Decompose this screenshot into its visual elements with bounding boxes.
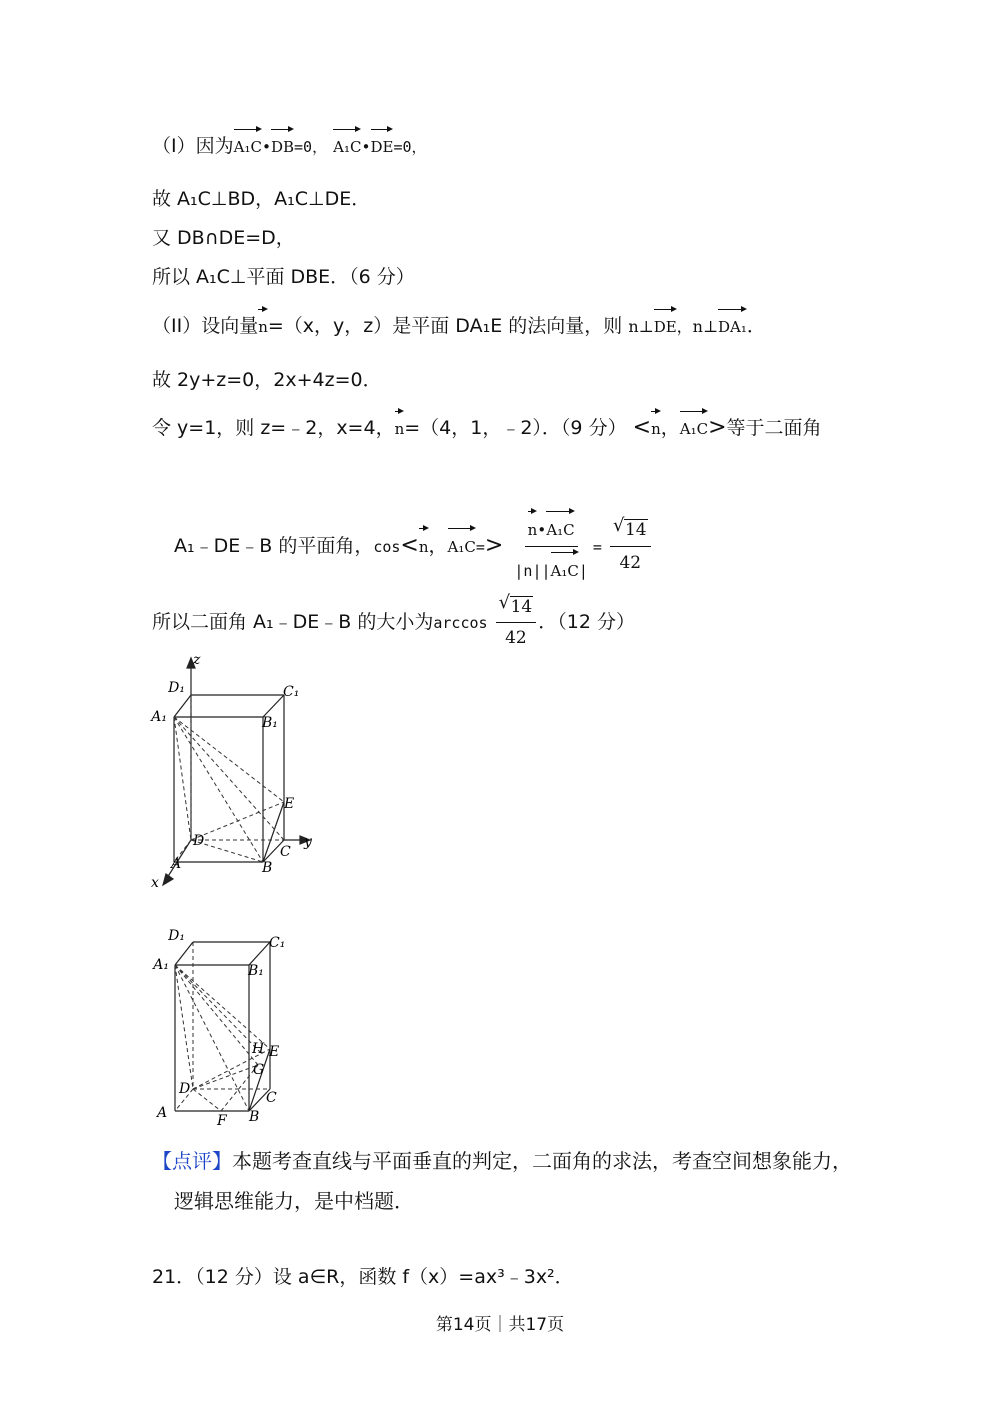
vector-de-2: DE [654,306,677,340]
svg-text:C: C [280,844,291,860]
svg-text:B: B [262,860,273,876]
line-answer: 所以二面角 A₁﹣DE﹣B 的大小为arccos √ 14 42 ．（12 分） [152,594,635,651]
line-perp: 故 A₁C⊥BD，A₁C⊥DE． [152,188,371,210]
svg-text:A₁: A₁ [151,709,167,725]
line-cos: A₁﹣DE﹣B 的平面角，cos<n，A₁C=> $\frac{\text{n•A₁C}}{\text{|n||A₁C|}}$ = √ 14 42 [174,508,653,585]
cos-value: √ 14 42 [610,516,651,577]
line-normal-vector: 令 y=1，则 z=﹣2，x=4，n=（4，1，﹣2）．（9 分） <n，A₁C>等于二面角 [152,408,822,442]
comment-line1: 【点评】本题考查直线与平面垂直的判定，二面角的求法，考查空间想象能力， [152,1149,852,1173]
svg-text:D₁: D₁ [168,928,185,944]
vector-n-2: n [395,408,405,442]
svg-text:D: D [179,1081,191,1097]
page-footer: 第14页｜共17页 [435,1315,565,1335]
part1-line: （I）因为A₁C•DB=0， A₁C•DE=0， [152,126,427,160]
vector-da1: DA₁ [718,306,747,340]
vector-de: DE [371,126,394,160]
svg-text:E: E [284,796,295,812]
figure-box-with-points [145,925,345,1134]
svg-text:A₁: A₁ [153,957,169,973]
svg-text:D₁: D₁ [168,680,185,696]
svg-text:C₁: C₁ [269,935,286,951]
svg-text:F: F [217,1113,227,1129]
svg-text:H: H [252,1041,265,1057]
figure-coordinate-box [145,650,345,899]
question-21: 21．（12 分）设 a∈R，函数 f（x）=ax³﹣3x²． [152,1266,574,1288]
line-intersect: 又 DB∩DE=D， [152,227,295,249]
part1-label: （I）因为 [152,135,234,157]
svg-text:B₁: B₁ [262,715,278,731]
line-conclusion1: 所以 A₁C⊥平面 DBE．（6 分） [152,266,415,288]
svg-text:B: B [249,1109,260,1125]
svg-text:E: E [269,1044,280,1060]
line-equations: 故 2y+z=0，2x+4z=0． [152,369,382,391]
vector-a1c: A₁C [234,126,262,160]
svg-text:G: G [253,1062,265,1078]
svg-text:A: A [171,856,182,872]
svg-text:y: y [304,834,312,850]
part2-line: （II）设向量n=（x，y，z）是平面 DA₁E 的法向量，则 n⊥DE，n⊥DA₁． [152,306,766,340]
comment-line2: 逻辑思维能力，是中档题． [174,1189,414,1213]
svg-text:D: D [193,833,205,849]
svg-text:x: x [151,875,159,891]
comment-tag: 【点评】 [152,1149,232,1173]
svg-text:B₁: B₁ [248,963,264,979]
arccos-value: √ 14 42 [496,594,537,651]
vector-db: DB [271,126,294,160]
vector-a1c-2: A₁C [333,126,361,160]
cos-fraction: $\frac{\text{n•A₁C}}{\text{|n||A₁C|}}$ [511,508,590,585]
svg-text:z: z [193,652,201,668]
vector-n: n [258,306,268,340]
svg-text:C₁: C₁ [283,684,300,700]
svg-text:A: A [157,1105,168,1121]
svg-text:C: C [266,1090,277,1106]
